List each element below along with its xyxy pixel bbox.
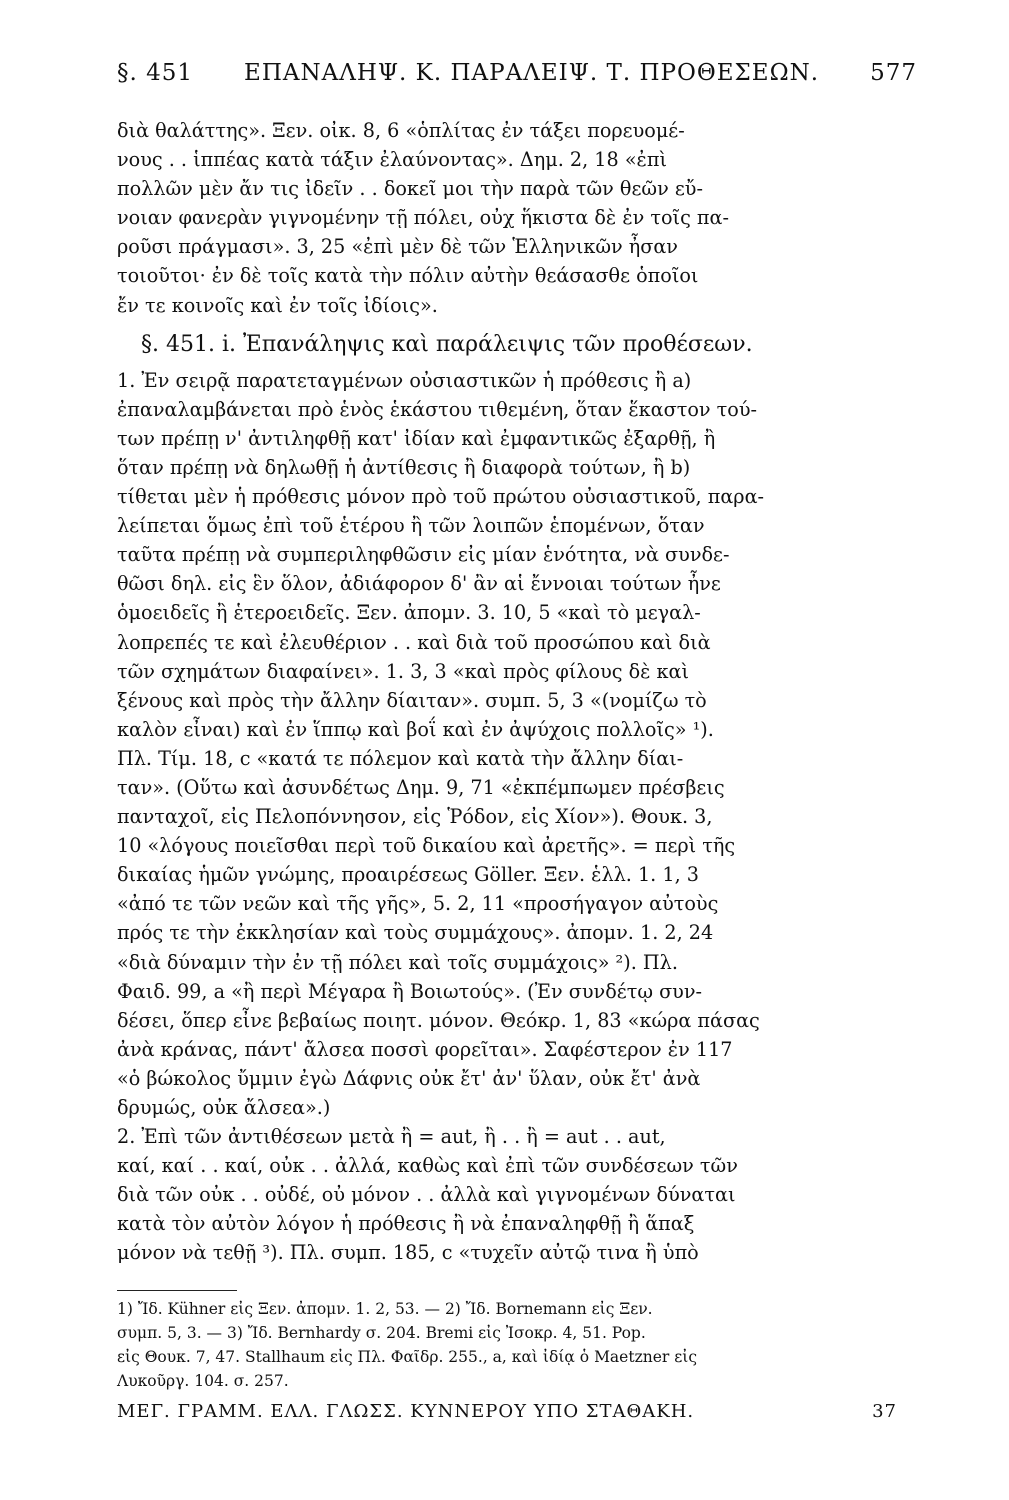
footnote-line: εἰς Θουκ. 7, 47. Stallhaum εἰς Πλ. Φαῖδρ. 255., a, καὶ ἰδίᾳ ὁ Maetzner εἰς [117,1347,698,1366]
text-line: ταν». (Οὕτω καὶ ἀσυνδέτως Δημ. 9, 71 «ἐκπέμπωμεν πρέσβεις [117,775,725,799]
text-line: καί, καί . . καί, οὐκ . . ἀλλά, καθὼς καὶ ἐπὶ τῶν συνδέσεων τῶν [117,1154,738,1178]
text-line: δέσει, ὅπερ εἶνε βεβαίως ποιητ. μόνον. Θεόκρ. 1, 83 «κώρα πάσας [117,1008,760,1032]
text-line: ξένους καὶ πρὸς τὴν ἄλλην δίαιταν». συμπ. 5, 3 «(νομίζω τὸ [117,688,707,712]
text-line: ταῦτα πρέπῃ νὰ συμπεριληφθῶσιν εἰς μίαν ἑνότητα, νὰ συνδε- [117,543,730,567]
footnote-line: συμπ. 5, 3. — 3) Ἴδ. Bernhardy σ. 204. Bremi εἰς Ἰσοκρ. 4, 51. Pop. [117,1323,646,1342]
header-title: ΕΠΑΝΑΛΗΨ. Κ. ΠΑΡΑΛΕΙΨ. Τ. ΠΡΟΘΕΣΕΩΝ. [244,60,820,86]
text-line: 2. Ἐπὶ τῶν ἀντιθέσεων μετὰ ἢ = aut, ἢ . . ἢ = aut . . aut, [117,1125,666,1149]
section-heading: §. 451. i. Ἐπανάληψις καὶ παράλειψις τῶν προθέσεων. [141,331,753,357]
text-line: δρυμώς, οὐκ ἄλσεα».) [117,1096,331,1119]
footer-signature: 37 [872,1400,897,1422]
text-line: «ὁ βώκολος ὔμμιν ἐγὼ Δάφνις οὐκ ἔτ' ἀν' ὕλαν, οὐκ ἔτ' ἀνὰ [117,1066,701,1090]
text-line: λείπεται ὅμως ἐπὶ τοῦ ἑτέρου ἢ τῶν λοιπῶν ἑπομένων, ὅταν [117,514,705,538]
page-footer [117,1401,897,1422]
header-section: §. 451 [117,60,194,86]
text-line: νοιαν φανερὰν γιγνομένην τῇ πόλει, οὐχ ἥκιστα δὲ ἐν τοῖς πα- [117,206,729,230]
text-line: «ἀπό τε τῶν νεῶν καὶ τῆς γῆς», 5. 2, 11 «προσήγαγον αὐτοὺς [117,892,719,916]
text-line: δικαίας ἡμῶν γνώμης, προαιρέσεως Göller. Ξεν. ἑλλ. 1. 1, 3 [117,863,699,887]
text-line: πανταχοῖ, εἰς Πελοπόννησον, εἰς Ῥόδον, εἰς Χίον»). Θουκ. 3, [117,805,713,829]
footnote-rule [117,1290,237,1291]
text-line: πρός τε τὴν ἐκκλησίαν καὶ τοὺς συμμάχους». ἀπομν. 1. 2, 24 [117,921,714,945]
text-line: 10 «λόγους ποιεῖσθαι περὶ τοῦ δικαίου καὶ ἀρετῆς». = περὶ τῆς [117,834,736,858]
text-line: ἀνὰ κράνας, πάντ' ἄλσεα ποσσὶ φορεῖται». Σαφέστερον ἐν 117 [117,1037,733,1061]
text-line: ἐπαναλαμβάνεται πρὸ ἑνὸς ἑκάστου τιθεμένη, ὅταν ἕκαστον τού- [117,397,757,421]
text-line: «διὰ δύναμιν τὴν ἐν τῇ πόλει καὶ τοῖς συμμάχοις» ²). Πλ. [117,950,678,974]
text-line: διὰ θαλάττης». Ξεν. οἰκ. 8, 6 «ὁπλίτας ἐν τάξει πορευομέ- [117,119,685,142]
text-line: Φαιδ. 99, a «ἢ περὶ Μέγαρα ἢ Βοιωτούς». (Ἐν συνδέτῳ συν- [117,979,702,1003]
text-line: καλὸν εἶναι) καὶ ἐν ἵππῳ καὶ βοΐ καὶ ἐν ἀψύχοις πολλοῖς» ¹). [117,717,714,741]
text-line: τίθεται μὲν ἡ πρόθεσις μόνον πρὸ τοῦ πρώτου οὐσιαστικοῦ, παρα- [117,485,765,509]
intro-paragraph [117,116,917,320]
text-line: θῶσι δηλ. εἰς ἓν ὅλον, ἀδιάφορον δ' ἂν αἱ ἔννοιαι τούτων ἦνε [117,572,721,596]
text-line: μόνον νὰ τεθῇ ³). Πλ. συμπ. 185, c «τυχεῖν αὐτῷ τινα ἢ ὑπὸ [117,1241,699,1265]
text-line: ὁμοειδεῖς ἢ ἑτεροειδεῖς. Ξεν. ἀπομν. 3. 10, 5 «καὶ τὸ μεγαλ- [117,601,701,625]
text-line: Πλ. Τίμ. 18, c «κατά τε πόλεμον καὶ κατὰ τὴν ἄλλην δίαι- [117,746,684,770]
text-line: 1. Ἐν σειρᾷ παρατεταγμένων οὐσιαστικῶν ἡ πρόθεσις ἢ a) [117,368,692,392]
text-line: ἔν τε κοινοῖς καὶ ἐν τοῖς ἰδίοις». [117,293,438,317]
text-line: κατὰ τὸν αὐτὸν λόγον ἡ πρόθεσις ἢ νὰ ἐπαναληφθῇ ἢ ἅπαξ [117,1212,695,1236]
header-page-number: 577 [870,60,917,86]
running-header [117,60,917,100]
text-line: λοπρεπές τε καὶ ἐλευθέριον . . καὶ διὰ τοῦ προσώπου καὶ διὰ [117,630,711,654]
text-line: τοιοῦτοι· ἐν δὲ τοῖς κατὰ τὴν πόλιν αὐτὴν θεάσασθε ὁποῖοι [117,264,699,288]
text-line: των πρέπῃ ν' ἀντιληφθῇ κατ' ἰδίαν καὶ ἐμφαντικῶς ἐξαρθῇ, ἢ [117,426,716,450]
text-line: πολλῶν μὲν ἄν τις ἰδεῖν . . δοκεῖ μοι τὴν παρὰ τῶν θεῶν εὔ- [117,177,703,201]
text-line: διὰ τῶν οὐκ . . οὐδέ, οὐ μόνον . . ἀλλὰ καὶ γιγνομένων δύναται [117,1183,736,1207]
footnote-line: 1) Ἴδ. Kühner εἰς Ξεν. ἀπομν. 1. 2, 53. — 2) Ἴδ. Bornemann εἰς Ξεν. [117,1299,653,1318]
main-text [117,366,917,1268]
text-line: νους . . ἱππέας κατὰ τάξιν ἐλαύνοντας». Δημ. 2, 18 «ἐπὶ [117,148,667,172]
text-line: τῶν σχημάτων διαφαίνει». 1. 3, 3 «καὶ πρὸς φίλους δὲ καὶ [117,659,690,683]
text-line: ὅταν πρέπῃ νὰ δηλωθῇ ἡ ἀντίθεσις ἢ διαφορὰ τούτων, ἢ b) [117,455,691,479]
text-line: ροῦσι πράγμασι». 3, 25 «ἐπὶ μὲν δὲ τῶν Ἑλληνικῶν ἦσαν [117,235,678,259]
footer-text: ΜΕΓ. ΓΡΑΜΜ. ΕΛΛ. ΓΛΩΣΣ. ΚΥΝΝΕΡΟΥ ΥΠΟ ΣΤΑΘΑΚΗ. [117,1400,695,1422]
footnote-line: Λυκοῦργ. 104. σ. 257. [117,1371,289,1390]
footnotes [117,1297,917,1393]
page [117,60,917,1422]
